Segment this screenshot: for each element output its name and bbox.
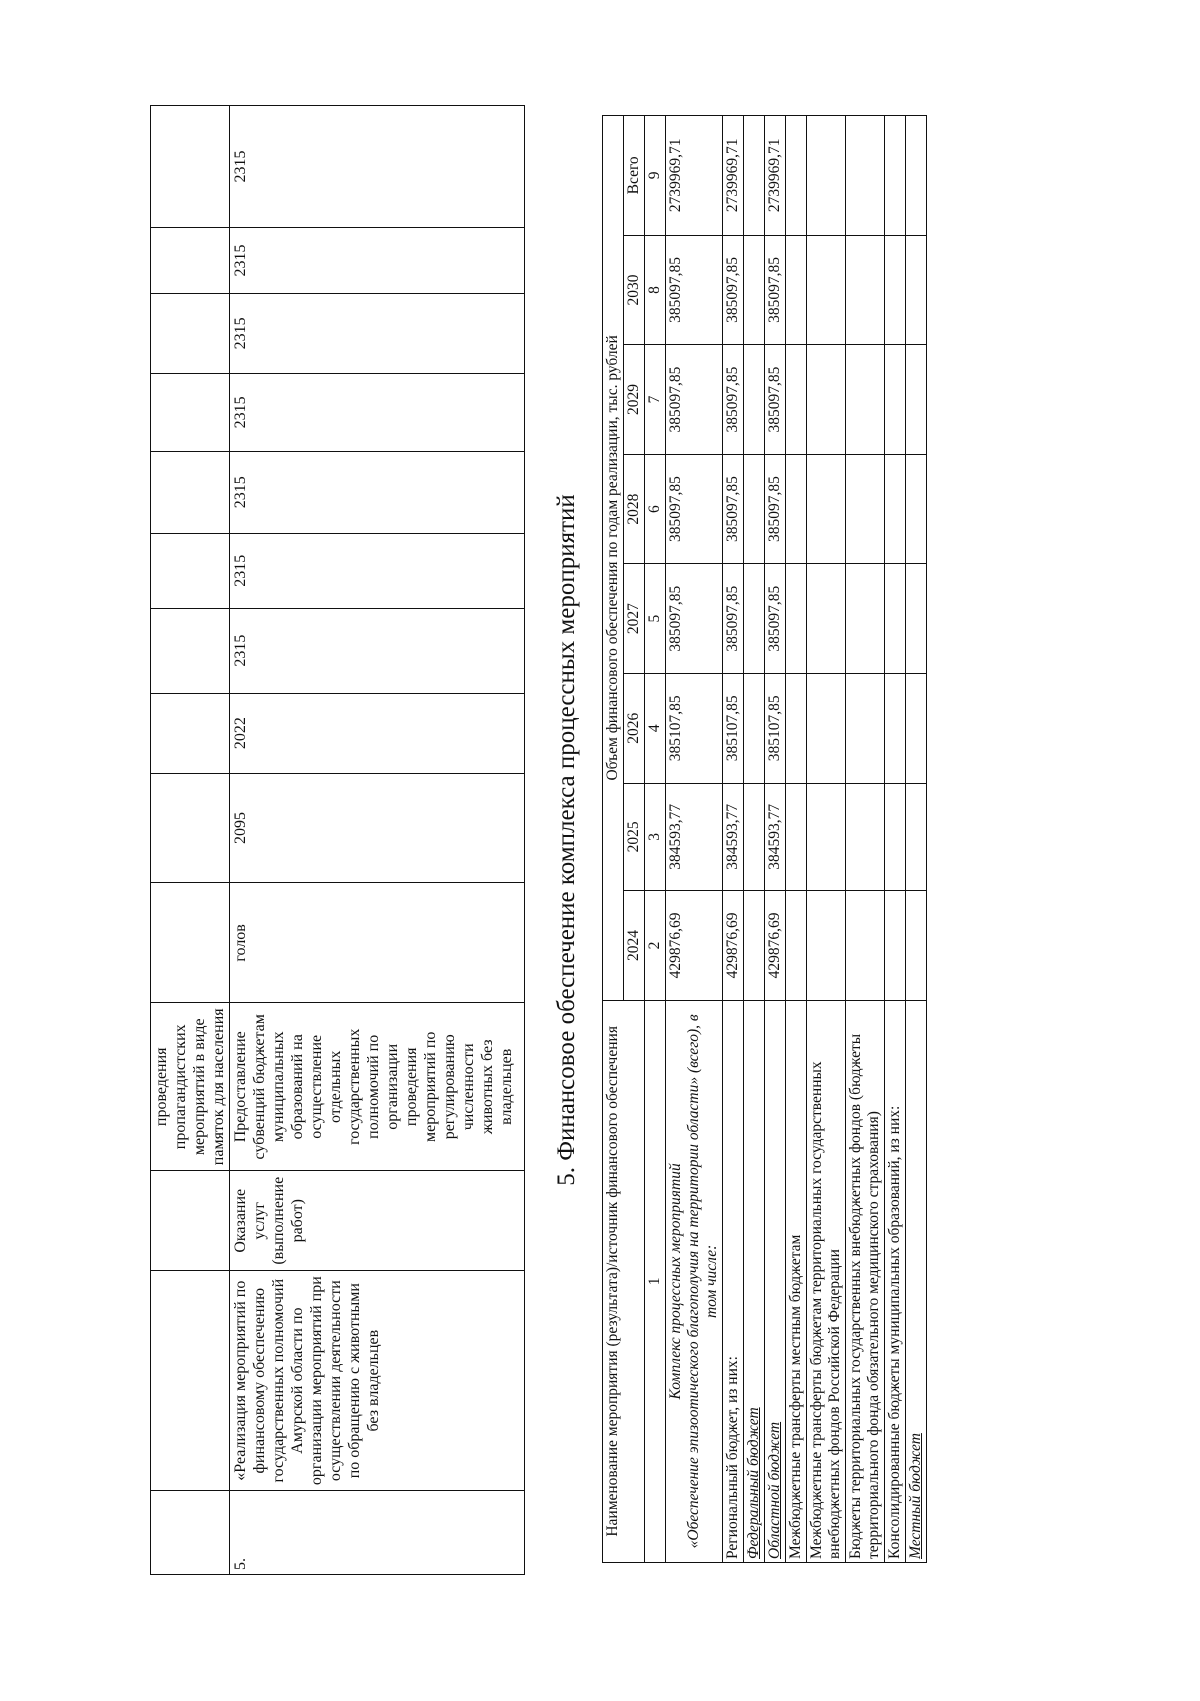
table-row bbox=[906, 116, 927, 1563]
table-header-row bbox=[603, 116, 624, 1563]
value-cell: 385097,85 bbox=[765, 454, 786, 564]
year-header: 2029 bbox=[624, 345, 645, 455]
value-cell: 385097,85 bbox=[723, 454, 744, 564]
value-cell: 385097,85 bbox=[666, 564, 723, 674]
row-label: Консолидированные бюджеты муниципальных образований, из них: bbox=[885, 1000, 906, 1562]
activity-name: «Реализация мероприятий по финансовому обеспечению государственных полномочий Амурской области по организации мероприятий при осуществлении деятельности по обращению с животными без владельцев bbox=[230, 1271, 525, 1491]
col-number: 7 bbox=[645, 345, 666, 455]
value-cell: 385097,85 bbox=[723, 345, 744, 455]
rotated-page bbox=[150, 105, 1160, 1575]
value-cell: 429876,69 bbox=[765, 891, 786, 1001]
value-cell: 2095 bbox=[230, 773, 525, 883]
value-cell: 385097,85 bbox=[723, 564, 744, 674]
volume-column-header: Объем финансового обеспечения по годам реализации, тыс. рублей bbox=[603, 116, 624, 1001]
value-cell: 2315 bbox=[230, 533, 525, 608]
activity-header-tail: проведения пропагандистских мероприятий в виде памяток для населения bbox=[151, 1003, 230, 1171]
activity-type: Оказание услуг (выполнение работ) bbox=[230, 1171, 525, 1271]
value-cell: 385097,85 bbox=[666, 454, 723, 564]
value-cell: 2315 bbox=[230, 227, 525, 293]
row-label: Бюджеты территориальных государственных внебюджетных фондов (бюджеты территориального фонда обязательного медицинского страхования) bbox=[846, 1000, 885, 1562]
table-row bbox=[151, 106, 230, 1575]
value-cell: 384593,77 bbox=[723, 783, 744, 891]
value-cell: 2315 bbox=[230, 451, 525, 533]
value-cell: 2315 bbox=[230, 608, 525, 693]
complex-row-label bbox=[666, 1000, 723, 1562]
table-row bbox=[807, 116, 846, 1563]
value-cell: 2739969,71 bbox=[723, 116, 744, 236]
row-label: Региональный бюджет, из них: bbox=[723, 1000, 744, 1562]
value-cell: 385097,85 bbox=[666, 235, 723, 345]
value-cell: 385107,85 bbox=[723, 673, 744, 783]
table-row bbox=[786, 116, 807, 1563]
col-number: 9 bbox=[645, 116, 666, 236]
column-numbers-row bbox=[645, 116, 666, 1563]
col-number: 1 bbox=[645, 1000, 666, 1562]
row-label: Местный бюджет bbox=[906, 1000, 927, 1562]
value-cell: 2315 bbox=[230, 106, 525, 228]
value-cell: 2739969,71 bbox=[765, 116, 786, 236]
table-row bbox=[723, 116, 744, 1563]
value-cell: 385097,85 bbox=[765, 345, 786, 455]
value-cell: 384593,77 bbox=[765, 783, 786, 891]
row-label: Федеральный бюджет bbox=[744, 1000, 765, 1562]
col-number: 4 bbox=[645, 673, 666, 783]
row-label: Межбюджетные трансферты бюджетам территориальных государственных внебюджетных фондов Российской Федерации bbox=[807, 1000, 846, 1562]
row-label: Межбюджетные трансферты местным бюджетам bbox=[786, 1000, 807, 1562]
col-number: 6 bbox=[645, 454, 666, 564]
section-title: 5. Финансовое обеспечение комплекса процессных мероприятий bbox=[553, 494, 580, 1186]
table-row bbox=[744, 116, 765, 1563]
value-cell: 385097,85 bbox=[765, 235, 786, 345]
year-header: 2024 bbox=[624, 891, 645, 1001]
value-cell: 2022 bbox=[230, 693, 525, 773]
activities-table bbox=[150, 105, 525, 1575]
year-header: 2030 bbox=[624, 235, 645, 345]
table-row bbox=[885, 116, 906, 1563]
value-cell: 2739969,71 bbox=[666, 116, 723, 236]
value-cell: 385107,85 bbox=[765, 673, 786, 783]
year-header: 2028 bbox=[624, 454, 645, 564]
year-header: 2027 bbox=[624, 564, 645, 674]
year-header: 2025 bbox=[624, 783, 645, 891]
col-number: 2 bbox=[645, 891, 666, 1001]
complex-label-line2: «Обеспечение эпизоотического благополучия на территории области» (всего), в том числе: bbox=[685, 1014, 720, 1549]
value-cell: 385097,85 bbox=[666, 345, 723, 455]
complex-label-line1: Комплекс процессных мероприятий bbox=[667, 1163, 684, 1400]
row-number: 5. bbox=[230, 1491, 525, 1575]
value-cell: 385097,85 bbox=[765, 564, 786, 674]
value-cell: 429876,69 bbox=[723, 891, 744, 1001]
table-row bbox=[230, 106, 525, 1575]
activity-description: Предоставление субвенций бюджетам муниципальных образований на осуществление отдельных государственных полномочий по организации проведения мероприятий по регулированию численности животных без владельцев bbox=[230, 1003, 525, 1171]
table-row bbox=[765, 116, 786, 1563]
table-row bbox=[846, 116, 885, 1563]
total-header: Всего bbox=[624, 116, 645, 236]
year-header: 2026 bbox=[624, 673, 645, 783]
row-label: Областной бюджет bbox=[765, 1000, 786, 1562]
col-number: 8 bbox=[645, 235, 666, 345]
col-number: 5 bbox=[645, 564, 666, 674]
unit: голов bbox=[230, 883, 525, 1003]
value-cell: 429876,69 bbox=[666, 891, 723, 1001]
name-column-header: Наименование мероприятия (результата)/источник финансового обеспечения bbox=[603, 1000, 645, 1562]
finance-table bbox=[602, 115, 927, 1563]
value-cell: 384593,77 bbox=[666, 783, 723, 891]
table-row bbox=[666, 116, 723, 1563]
value-cell: 385097,85 bbox=[723, 235, 744, 345]
value-cell: 385107,85 bbox=[666, 673, 723, 783]
value-cell: 2315 bbox=[230, 373, 525, 451]
value-cell: 2315 bbox=[230, 293, 525, 373]
col-number: 3 bbox=[645, 783, 666, 891]
